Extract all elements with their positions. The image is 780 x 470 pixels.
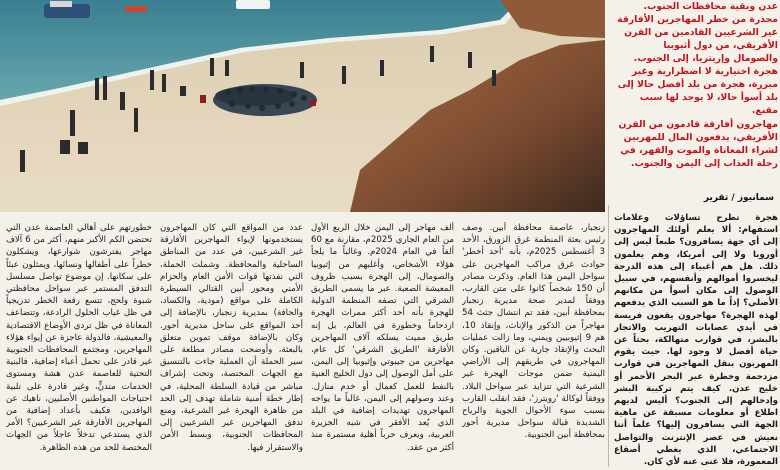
pull-quote-line: الأفريقي، يدفعون المال للمهربين [623,132,778,143]
pull-quote-line: رحلة العذاب إلى اليمن والجنوب. [630,158,778,169]
pull-quote-line: لشراء المعاناة والموت والقهر، في [620,145,778,156]
pull-quote-line: مبررة، هجرة من بلد أفضل حالا إلى [617,79,778,90]
pull-quote-line: هجرة اختيارية لا اضطرارية وغير [631,66,778,77]
article-column-1 [614,212,778,468]
column-text: خطورتهم على أهالي العاصمة عدن التي تحتضن الكم الأكبر منهم، أكثر من 6 آلاف مهاجر يفترشون شوارعها، ويشكلون خطراً على أطفالها ونسائها، ويمثلون عبئاً على سكانها. إن موضوع تواصل مسلسل التدفق المستمر عبر سواحل محافظتي شبوة ولحج، تتسع رقعة الخطر تدريجياً في ظل غياب الحلول الرادعة، وتتضاعف المعاناة في ظل تردي الأوضاع الاقتصادية والمعيشية، فالدولة عاجزة عن إيواء هؤلاء المهاجرين، ومجتمع المحافظات الجنوبية غير قادر على تحمل أعباء إضافية، فالبنية التحتية للعاصمة عدن هشة ومستوى الخدمات متدنٍّ، وغير قادرة على تلبية احتياجات المواطنين الأصليين، ناهيك عن الوافدين، فكيف بأعداد إضافية من المهاجرين الأفارقة غير الشرعيين؟ الأمر الذي يستدعي تدخلاً عاجلاً من الجهات المختصة للحد من هذه الظاهرة. [6,223,152,453]
article-column-4 [160,222,303,468]
pull-quote-line: والصومال وإريتريا، إلى الجنوب. [633,53,778,64]
pull-quote-line: مهاجرون أفارقة قادمون من القرن [618,119,778,130]
column-divider [608,205,609,467]
pull-quote-line: بلد أسوأ حالا، لا يوجد لها سبب [639,92,778,103]
column-text: هجرة تطرح تساؤلات وعلامات استفهام: ألا يعلم أولئك المهاجرون إلى أي جهة يسافرون؟ طبعاً ليس إلى أوروبا ولا إلى أمريكا، وهم يعلمون ذلك. هل هم أغبياء إلى هذه الدرجة ليخسروا أموالهم وأنفسهم، في سبيل الوصول إلى مكان أسوأ من مكانهم الأصلي؟ إذاً ما هو السبب الذي يدفعهم لهذه الهجرة؟ مهاجرون يقعون فريسة في أيدي عصابات التهريب والاتجار بالبشر، في قوارب متهالكة، بحثاً عن حياة أفضل لا وجود لها. حيث يقوم المهربون بنقل المهاجرين في قوارب مزدحمة وخطرة عبر البحر الأحمر أو خليج عدن. كيف يتم تركيبة البشر وإدخالهم إلى الجنوب؟ أليس لديهم اطلاع أو معلومات مسبقة عن ماهية الجهة التي يسافرون إليها؟ علماً أننا نعيش في عصر الإنترنت والتواصل الاجتماعي، الذي يغطي أصقاع المعمورة، فلا غنى عنه لأي كان. [614,213,778,468]
pull-quote-line: عدن وبقية محافظات الجنوب. [643,1,778,12]
column-text: عدد من المواقع التي كان المهاجرون يستخدمونها لإيواء المهاجرين الأفارقة غير الشرعيين، في عدد من المناطق الساحلية والمحافظة. وشملت الحملة، التي نفذتها قوات الأمن العام والحزام الأمني ومحور أبين القتالي السيطرة الكاملة على مواقع (مودية، والكساد، والحافة) بمديرية زنجبار، بالإضافة إلى أحد المواقع على ساحل مديرية أحور. وكان بالإضافة موقف تموين متعلق بالبعثة، وأوضحت مصادر مطلعة على سير الحملة أن العملية جاءت بالتنسيق مع الجهات المختصة، وتحت إشراف مباشر من قيادة السلطة المحلية، في إطار خطة أمنية شاملة تهدف إلى الحد من ظاهرة الهجرة غير الشرعية، ومنع تدفق المهاجرين غير الشرعيين إلى المحافظات الجنوبية، وبسط الأمن والاستقرار فيها. [160,223,303,453]
pull-quote-line: الأفريقي، من دول أثيوبيا [663,40,778,51]
pull-quote-line: مقنع. [751,105,778,116]
article-column-2 [462,222,605,468]
byline: سمانيوز / تقرير [703,193,774,203]
pull-quote-column [612,0,780,190]
column-text: زنجبار، عاصمة محافظة أبين. وصف رئيس بعثة المنظمة غرق الزورق، الأحد 3 أغسطس 2025م، بأنه 'أحد أخطر' حوادث غرق مراكب المهاجرين على سواحل اليمن هذا العام. وذكرت مصادر أن 150 شخصاً كانوا على متن القارب، ووفقاً لمدير صحة مديرية زنجبار بمحافظة أبين، فقد تم انتشال جثث 54 مهاجراً من الذكور والإناث، وإنقاذ 10، هم 9 إثيوبيين ويمني، وما زالت عمليات البحث والإنقاذ جارية عن الباقين. وكان المهاجرون في طريقهم إلى الأراضي اليمنية ضمن موجات الهجرة غير الشرعية التي تتزايد عبر سواحل البلاد. ووفقاً لوكالة 'رويترز'، فقد انقلب القارب بسبب سوء الأحوال الجوية والرياح الشديدة قبالة سواحل مديرية أحور بمحافظة أبين الجنوبية. [462,223,605,441]
pull-quote-line: محذرة من خطر المهاجرين الأفارقة [617,14,778,25]
beach-migrants-photo [0,0,605,212]
pull-quote-line: غير الشرعيين القادمين من القرن [624,27,778,38]
article-column-5 [6,222,152,468]
column-text: ألف مهاجر إلى اليمن خلال الربع الأول من العام الجاري 2025م، مقارنة مع 60 ألفاً في العام 2024م. وغالباً ما يلجأ هؤلاء الأشخاص، وأغلبهم من إثيوبيا والصومال، إلى الهجرة بسبب ظروف المعيشة الصعبة. عبر ما يسمى الطريق الشرقي التي تصفه المنظمة الدولية للهجرة بأنه أحد أكثر ممرات الهجرة ازدحاماً وخطورة في العالم، بل إنه طريق مميت يسلكه آلاف المهاجرين الأفارقة 'الطريق الشرقي' كل عام، مهاجرين من جيبوتي وإثيوبيا إلى اليمن، على أمل الوصول إلى دول الخليج الغنية بالنفط للعمل كعمال أو خدم منازل. وعند وصولهم إلى اليمن، غالباً ما يواجه المهاجرون تهديدات إضافية في البلد الذي يُعد الأفقر في شبه الجزيرة العربية، ويعرف حرباً أهلية مستمرة منذ أكثر من عقد. [311,223,454,453]
article-column-3 [311,222,454,468]
